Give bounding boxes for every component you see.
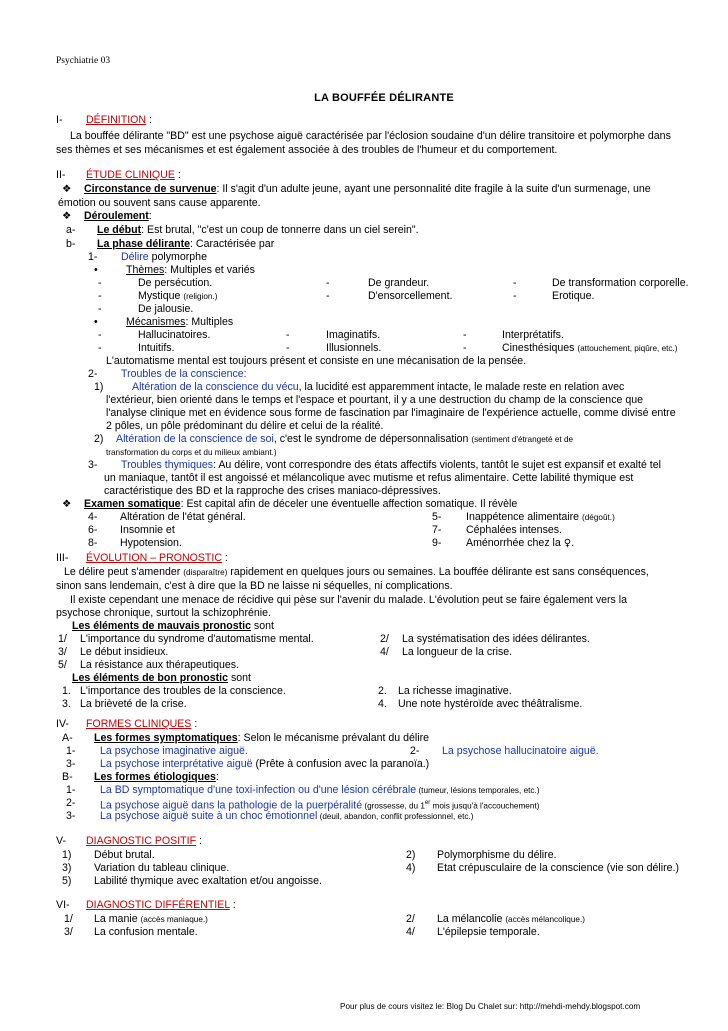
diag-positif-item: Variation du tableau clinique.	[94, 862, 230, 874]
deroulement-label: Déroulement	[84, 210, 149, 222]
section-title: ÉTUDE CLINIQUE	[86, 169, 175, 181]
mauvais-pronostic-line: Les éléments de mauvais pronostic sont	[72, 620, 274, 632]
diag-diff-item: L'épilepsie temporale.	[437, 926, 540, 938]
circonstance-label: Circonstance de survenue	[84, 183, 217, 195]
forme-item: La psychose imaginative aiguë.	[100, 745, 248, 757]
formes-etiologiques-line: B- Les formes étiologiques:	[62, 771, 219, 783]
section-number: V-	[56, 835, 67, 847]
female-symbol-icon: ♀.	[563, 538, 575, 549]
forme-item: La psychose interprétative aiguë (Prête à confusion avec la paranoïa.)	[100, 758, 430, 770]
deroulement-line: ❖ Déroulement:	[62, 210, 152, 222]
theme-item: De persécution.	[138, 277, 213, 289]
exam-item: Céphalées intenses.	[466, 524, 562, 536]
conscience-vecu-label: Altération de la conscience du vécu	[132, 381, 299, 393]
examen-line: ❖ Examen somatique: Est capital afin de déceler une éventuelle affection somatique. Il révèle	[62, 498, 518, 510]
section-diag-diff-heading: VI- DIAGNOSTIC DIFFÉRENTIEL :	[56, 899, 236, 911]
diag-positif-item: Labilité thymique avec exaltation et/ou angoisse.	[94, 875, 322, 887]
debut-line: a- Le début: Est brutal, "c'est un coup de tonnerre dans un ciel serein".	[66, 224, 419, 236]
section-title: DIAGNOSTIC DIFFÉRENTIEL	[86, 899, 230, 911]
forme-item: La psychose aiguë dans la pathologie de la puerpéralité (grossesse, du 1er mois jusqu'à l'accouchement)	[100, 799, 540, 812]
theme-item: D'ensorcellement.	[368, 290, 453, 302]
formes-symptomatiques-line: A- Les formes symptomatiques: Selon le mécanisme prévalant du délire	[62, 732, 430, 744]
conscience-vecu-line: 1) Altération de la conscience du vécu, la lucidité est apparemment intacte, le malade reste en relation avec	[94, 381, 625, 393]
formes-etiologiques-label: Les formes étiologiques	[94, 771, 216, 783]
section-number: IV-	[56, 718, 69, 730]
section-definition-heading: I- DÉFINITION :	[56, 114, 152, 126]
theme-item: De jalousie.	[138, 303, 194, 315]
bon-pronostic-label: Les éléments de bon pronostic	[72, 672, 228, 684]
bon-item: Une note hystéroïde avec théâtralisme.	[398, 698, 583, 710]
conscience-vecu-line-4: 2 pôles, un pôle prédominant du délire et celui de la réalité.	[106, 420, 384, 432]
thymiques-line: 3- Troubles thymiques: Au délire, vont correspondre des états affectifs violents, tantôt le sujet est expansif et exalté tel	[88, 459, 661, 471]
diamond-bullet-icon: ❖	[62, 183, 72, 195]
delire-line: 1- Délire polymorphe	[88, 251, 207, 263]
diamond-bullet-icon: ❖	[62, 210, 72, 222]
forme-item: La BD symptomatique d'une toxi-infection ou d'une lésion cérébrale (tumeur, lésions temporales, etc.)	[100, 784, 540, 796]
diag-positif-item: Polymorphisme du délire.	[437, 849, 557, 861]
header-label: Psychiatrie 03	[56, 56, 111, 66]
themes-line: • Thèmes: Multiples et variés	[94, 264, 255, 276]
theme-item: De transformation corporelle.	[552, 277, 689, 289]
mecanisme-item: Cinesthésiques (attouchement, piqûre, etc.)	[502, 342, 678, 354]
mecanismes-line: • Mécanismes: Multiples	[94, 316, 234, 328]
evolution-line-3: Il existe cependant une menace de récidive qui pèse sur l'avenir du malade. L'évolution peut se faire également vers la	[70, 594, 628, 606]
evolution-line-4: psychose chronique, surtout la schizophrénie.	[56, 607, 271, 619]
document-page: Psychiatrie 03 LA BOUFFÉE DÉLIRANTE I- DÉFINITION : La bouffée délirante "BD" est une psychose aiguë caractérisée par l'éclosion soudaine d'un délire transitoire et polymorphe dans ses thèmes et ses mécanismes et est également associée à des troubles de l'humeur et du comportement. II- ÉTUDE CLINIQUE : ❖ Circonstance de survenue: Il s'agit d'un adulte jeune, ayant une personnalité dite fragile à la suite d'un surmenage, une émotion ou souvent sans cause apparente. ❖ Déroulement: a- Le début: Est brutal, "c'est un coup de tonnerre dans un ciel serein". b- La phase délirante: Caractérisée par 1- Délire polymorphe • Thèmes: Multiples et variés - De persécution. - De grandeur. - De transformation corporelle. - Mystique (religion.) - D'ensorcellement. - Erotique. - De jalousie. • Mécanismes: Multiples - Hallucinatoires. - Imaginatifs. - Interprétatifs. - Intuitifs. - Illusionnels. - Cinesthésiques (attouchement, piqûre, etc.) L'automatisme mental est toujours présent et consiste en une mécanisation de la pensée. 2- Troubles de la conscience: 1) Altération de la conscience du vécu, la lucidité est apparemment intacte, le malade reste en relation avec l'extérieur, bien orienté dans le temps et l'espace et pourtant, il y a une destruction du champ de la conscience que l'analyse clinique met en évidence sous forme de fascination par l'imaginaire de l'expérience actuelle, comme divisé entre 2 pôles, un pôle prédominant du délire et celui de la réalité. 2) Altération de la conscience de soi, c'est le syndrome de dépersonnalisation (sentiment d'étrangeté et de transformation du corps et du milieux ambiant.) 3- Troubles thymiques: Au délire, vont correspondre des états affectifs violents, tantôt le sujet est expansif et exalté tel un maniaque, tantôt il est angoissé et mélancolique avec mutisme et refus alimentaire. Cette labilité thymique est caractéristique des BD et la rapproche des crises maniaco-dépressives. ❖ Examen somatique: Est capital afin de déceler une éventuelle affection somatique. Il révèle 4- Altération de l'état général. 5- Inappétence alimentaire (dégoût.) 6- Insomnie et 7- Céphalées intenses. 8- Hypotension. 9- Aménorrhée chez la ♀. III- ÉVOLUTION – PRONOSTIC : Le délire peut s'amender (disparaître) rapidement en quelques jours ou semaines. La bouffée délirante est sans conséquences, sinon sans lendemain, c'est à dire que la BD ne laisse ni séquelles, ni complications. Il existe cependant une menace de récidive qui pèse sur l'avenir du malade. L'évolution peut se faire également vers la psychose chronique, surtout la schizophrénie. Les éléments de mauvais pronostic sont 1/ L'importance du syndrome d'automatisme mental. 2/ La systématisation des idées délirantes. 3/ Le début insidieux. 4/ La longueur de la crise. 5/ La résistance aux thérapeutiques. Les éléments de bon pronostic sont 1. L'importance des troubles de la conscience. 2. La richesse imaginative. 3. La brièveté de la crise. 4. Une note hystéroïde avec théâtralisme. IV- FORMES CLINIQUES : A- Les formes symptomatiques: Selon le mécanisme prévalant du délire 1- La psychose imaginative aiguë. 2- La psychose hallucinatoire aiguë. 3- La psychose interprétative aiguë (Prête à confusion avec la paranoïa.) B- Les formes étiologiques: 1- La BD symptomatique d'une toxi-infection ou d'une lésion cérébrale (tumeur, lésions temporales, etc.) 2- La psychose aiguë dans la pathologie de la puerpéralité (grossesse, du 1er mois jusqu'à l'accouchement) 3- La psychose aiguë suite à un choc émotionnel (deuil, abandon, conflit professionnel, etc.) V- DIAGNOSTIC POSITIF : 1) Début brutal. 2) Polymorphisme du délire. 3) Variation du tableau clinique. 4) Etat crépusculaire de la conscience (vie son délire.) 5) Labilité thymique avec exaltation et/ou angoisse. VI- DIAGNOSTIC DIFFÉRENTIEL : 1/ La manie (accès maniaque.) 2/ La mélancolie (accès mélancolique.) 3/ La confusion mentale. 4/ L'épilepsie temporale. Pour plus de cours visitez le: Blog Du Chalet sur: http://mehdi-mehdy.blogspot.com	[0, 0, 728, 1031]
mauvais-item: La systématisation des idées délirantes.	[402, 633, 590, 645]
definition-line-2: ses thèmes et ses mécanismes et est également associée à des troubles de l'humeur et du comportement.	[56, 144, 558, 156]
conscience-soi-label: Altération de la conscience de soi	[116, 433, 274, 445]
bon-pronostic-line: Les éléments de bon pronostic sont	[72, 672, 251, 684]
section-diag-positif-heading: V- DIAGNOSTIC POSITIF :	[56, 835, 202, 847]
mecanismes-label: Mécanismes	[126, 316, 186, 328]
exam-item: Altération de l'état général.	[120, 511, 246, 523]
mecanisme-item: Illusionnels.	[326, 342, 382, 354]
automatisme-line: L'automatisme mental est toujours présent et consiste en une mécanisation de la pensée.	[106, 355, 527, 367]
diag-diff-item: La mélancolie (accès mélancolique.)	[437, 913, 585, 925]
diag-diff-item: La manie (accès maniaque.)	[94, 913, 208, 925]
mecanisme-item: Hallucinatoires.	[138, 329, 211, 341]
delire-label: Délire	[121, 251, 149, 263]
circonstance-text: : Il s'agit d'un adulte jeune, ayant une personnalité dite fragile à la suite d'un surmenage, une	[216, 183, 651, 195]
dot-bullet-icon: •	[94, 264, 98, 276]
thymiques-label: Troubles thymiques	[121, 459, 214, 471]
circonstance-line	[62, 183, 651, 196]
section-number: III-	[56, 552, 69, 564]
diamond-bullet-icon: ❖	[62, 498, 72, 510]
mauvais-item: La longueur de la crise.	[402, 646, 513, 658]
phase-delirante-line: b- La phase délirante: Caractérisée par	[66, 238, 275, 250]
conscience-vecu-line-3: l'analyse clinique met en évidence sous forme de fascination par l'imaginaire de l'expérience actuelle, comme divisé entre	[106, 407, 676, 419]
exam-item: Hypotension.	[120, 537, 182, 549]
section-title: ÉVOLUTION – PRONOSTIC	[86, 552, 222, 564]
section-clinique-heading: II- ÉTUDE CLINIQUE :	[56, 169, 181, 181]
forme-item: La psychose hallucinatoire aiguë.	[442, 745, 599, 757]
mauvais-item: L'importance du syndrome d'automatisme mental.	[80, 633, 314, 645]
mauvais-item: La résistance aux thérapeutiques.	[80, 659, 240, 671]
exam-item: Insomnie et	[120, 524, 175, 536]
mauvais-pronostic-label: Les éléments de mauvais pronostic	[72, 620, 251, 632]
diag-positif-item: Début brutal.	[94, 849, 155, 861]
debut-label: Le début	[97, 224, 142, 236]
section-evolution-heading: III- ÉVOLUTION – PRONOSTIC :	[56, 552, 228, 564]
diag-diff-item: La confusion mentale.	[94, 926, 198, 938]
section-title: DIAGNOSTIC POSITIF	[86, 835, 197, 847]
section-number: II-	[56, 169, 66, 181]
bon-item: La richesse imaginative.	[398, 685, 512, 697]
bon-item: L'importance des troubles de la conscience.	[80, 685, 286, 697]
section-title: DÉFINITION	[86, 114, 147, 126]
mecanisme-item: Intuitifs.	[138, 342, 175, 354]
section-number: I-	[56, 114, 63, 126]
mauvais-item: Le début insidieux.	[80, 646, 169, 658]
mecanisme-item: Interprétatifs.	[502, 329, 564, 341]
thymiques-line-2: un maniaque, tantôt il est angoissé et mélancolique avec mutisme et refus alimentaire. Cette labilité thymique est	[104, 472, 634, 484]
forme-item: La psychose aiguë suite à un choc émotionnel (deuil, abandon, conflit professionnel, etc.)	[100, 810, 474, 822]
page-title: LA BOUFFÉE DÉLIRANTE	[314, 92, 454, 104]
phase-delirante-label: La phase délirante	[97, 238, 191, 250]
theme-item: Erotique.	[552, 290, 595, 302]
footer-note: Pour plus de cours visitez le: Blog Du Chalet sur: http://mehdi-mehdy.blogspot.com	[340, 1002, 641, 1011]
bon-item: La brièveté de la crise.	[80, 698, 187, 710]
conscience-line: 2- Troubles de la conscience:	[88, 368, 247, 380]
section-formes-heading: IV- FORMES CLINIQUES :	[56, 718, 198, 730]
diag-positif-item: Etat crépusculaire de la conscience (vie son délire.)	[437, 862, 680, 874]
formes-symptomatiques-label: Les formes symptomatiques	[94, 732, 238, 744]
examen-label: Examen somatique	[84, 498, 181, 510]
evolution-line-2: sinon sans lendemain, c'est à dire que la BD ne laisse ni séquelles, ni complications.	[56, 580, 453, 592]
conscience-vecu-line-2: l'extérieur, bien orienté dans le temps et l'espace et pourtant, il y a une destruction du champ de la conscience que	[106, 394, 644, 406]
conscience-soi-note: transformation du corps et du milieux ambiant.)	[106, 448, 277, 457]
mecanisme-item: Imaginatifs.	[326, 329, 381, 341]
definition-line-1: La bouffée délirante "BD" est une psychose aiguë caractérisée par l'éclosion soudaine d'un délire transitoire et polymorphe dans	[70, 130, 671, 142]
section-number: VI-	[56, 899, 70, 911]
circonstance-line-2: émotion ou souvent sans cause apparente.	[58, 197, 261, 209]
themes-label: Thèmes	[126, 264, 165, 276]
conscience-label: Troubles de la conscience:	[121, 368, 247, 380]
section-title: FORMES CLINIQUES	[86, 718, 192, 730]
theme-item: De grandeur.	[368, 277, 430, 289]
exam-item: Inappétence alimentaire (dégoût.)	[466, 511, 615, 523]
thymiques-line-3: caractéristique des BD et la rapproche des crises maniaco-dépressives.	[104, 485, 441, 497]
conscience-soi-line: 2) Altération de la conscience de soi, c'est le syndrome de dépersonnalisation (sentiment d'étrangeté et de	[94, 433, 574, 445]
evolution-line-1: Le délire peut s'amender (disparaître) rapidement en quelques jours ou semaines. La bouffée délirante est sans conséquences,	[64, 566, 649, 578]
dot-bullet-icon: •	[94, 316, 98, 328]
theme-item: Mystique (religion.)	[138, 290, 218, 302]
exam-item: Aménorrhée chez la ♀.	[466, 537, 575, 549]
